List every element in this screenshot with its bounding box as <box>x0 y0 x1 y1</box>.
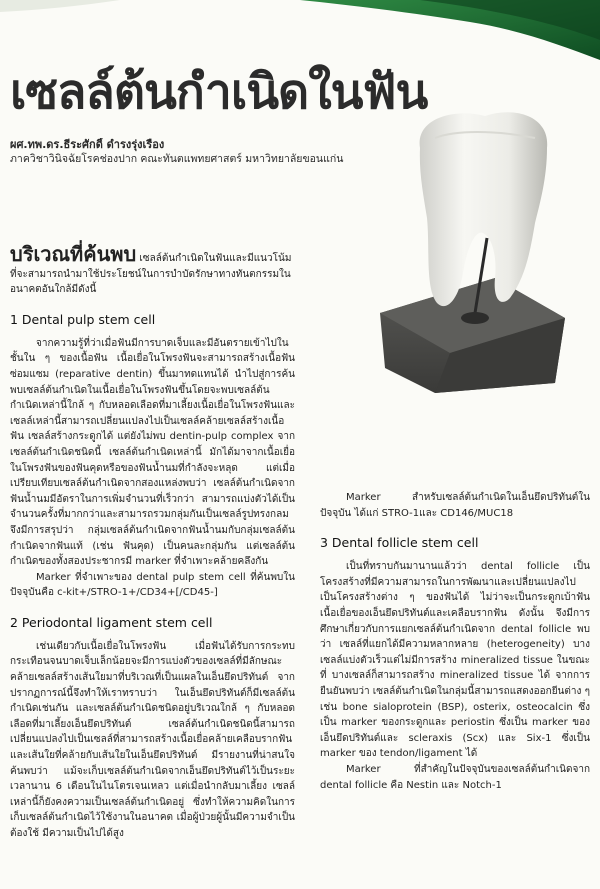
periodontal-paragraph-1: เช่นเดียวกับเนื้อเยื่อในโพรงฟัน เมื่อฟันได้รับการกระทบกระเทือนจนบาดเจ็บเล็กน้อยจะมีการแบ่งตัวของเซลล์ที่มีลักษณะคล้ายเซลล์สร้างเส้นใยมาที่บริเวณที่เป็นแผลในเอ็นยึดปริทันต์ จากปรากฏการณ์นี้จึงทำให้เราทราบว่า ในเอ็นยึดปริทันต์ก็มีเซลล์ต้นกำเนิดเช่นกัน และเซลล์ต้นกำเนิดชนิดอยู่บริเวณใกล้ ๆ กับหลอดเลือดที่มาเลี้ยงเอ็นยึดปริทันต์ เซลล์ต้นกำเนิดชนิดนี้สามารถเปลี่ยนแปลงไปเป็นเซลล์ที่สามารถสร้างเนื้อเยื่อคล้ายเคลือบรากฟันและเส้นใยที่คล้ายกับเส้นใยในเอ็นยึดปริทันต์ มีรายงานที่น่าสนใจค้นพบว่า แม้จะเก็บเซลล์ต้นกำเนิดจากเอ็นยึดปริทันต์ไว้เป็นระยะเวลานาน 6 เดือนในไนโตรเจนเหลว แต่เมื่อนำกลับมาเลี้ยง เซลล์เหล่านี้ก็ยังคงความเป็นเซลล์ต้นกำเนิดอยู่ ซึ่งทำให้ความคิดในการเก็บเซลล์ต้นกำเนิดไว้ใช้งานในอนาคต เมื่อผู้ป่วยผู้นั้นมีความจำเป็นต้องใช้ มีความเป็นไปได้สูง <box>10 640 295 839</box>
corner-leaf-decoration <box>0 0 600 60</box>
section-heading-dental-follicle: 3 Dental follicle stem cell <box>320 535 479 551</box>
section-heading-dental-pulp: 1 Dental pulp stem cell <box>10 311 156 327</box>
intro-text: เซลล์ต้นกำเนิดในฟันและมีแนวโน้มที่จะสามารถนำมาใช้ประโยชน์ในการบำบัดรักษาทางทันตกรรมในอนาคตอันใกล้มีดังนี้ <box>10 253 292 296</box>
dental-follicle-paragraph-2: Marker ที่สำคัญในปัจจุบันของเซลล์ต้นกำเนิดจาก dental follicle คือ Nestin และ Notch-1 <box>320 763 590 791</box>
author-affiliation: ภาควิชาวินิจฉัยโรคช่องปาก คณะทันตแพทยศาสตร์ มหาวิทยาลัยขอนแก่น <box>10 153 344 165</box>
periodontal-paragraph-2: Marker สำหรับเซลล์ต้นกำเนิดในเอ็นยึดปริทันต์ในปัจจุบัน ได้แก่ STRO-1และ CD146/MUC18 <box>320 492 590 519</box>
article-title: เซลล์ต้นกำเนิดในฟัน <box>10 64 428 120</box>
intro-paragraph <box>10 242 295 298</box>
right-column <box>320 490 590 793</box>
tooth-body <box>420 112 548 306</box>
left-column <box>10 242 295 842</box>
intro-heading: บริเวณที่ค้นพบ <box>10 242 137 266</box>
author-block <box>10 138 390 166</box>
dental-pulp-paragraph-2: Marker ที่จำเพาะของ dental pulp stem cell ที่ค้นพบในปัจจุบันคือ c-kit+/STRO-1+/CD34+[/CD45-] <box>10 571 295 599</box>
dental-follicle-paragraph-1: เป็นที่ทราบกันมานานแล้วว่า dental follicle เป็นโครงสร้างที่มีความสามารถในการพัฒนาและเปลี่ยนแปลงไปเป็นโครงสร้างต่าง ๆ ของฟันได้ ไม่ว่าจะเป็นกระดูกเบ้าฟัน เนื้อเยื่อของเอ็นยึดปริทันต์และเคลือบรากฟัน ดังนั้น จึงมีการศึกษาเกี่ยวกับการแยกเซลล์ต้นกำเนิดจาก dental follicle พบว่า เซลล์ที่แยกได้มีความหลากหลาย (heterogeneity) บางเซลล์แบ่งตัวเร็วแต่ไม่มีการสร้าง mineralized tissue ในขณะที่ บางเซลล์ก็สามารถสร้าง mineralized tissue ได้ จากการยืนยันพบว่า เซลล์ต้นกำเนิดในกลุ่มนี้สามารถแสดงออกยีนต่าง ๆ เช่น bone sialoprotein (BSP), osterix, osteocalcin ซึ่งเป็น marker ของกระดูกและ periostin ซึ่งเป็น marker ของเอ็นยึดปริทันต์และ scleraxis (Scx) และ Six-1 ซึ่งเป็น marker ของ tendon/ligament ได้ <box>320 561 590 760</box>
dental-pulp-paragraph-1: จากความรู้ที่ว่าเมื่อฟันมีการบาดเจ็บและมีอันตรายเข้าไปในชั้นใน ๆ ของเนื้อฟัน เนื้อเยื่อในโพรงฟันจะสามารถสร้างเนื้อฟันซ่อมแซม (reparative dentin) ขึ้นมาทดแทนได้ นำไปสู่การค้นพบเซลล์ต้นกำเนิดในเนื้อเยื่อในโพรงฟันขึ้นโดยจะพบเซลล์ต้นกำเนิดเหล่านี้ใกล้ ๆ กับหลอดเลือดที่มาเลี้ยงเนื้อเยื่อในโพรงฟันและเซลล์เหล่านี้สามารถเปลี่ยนแปลงไปเป็นเซลล์คล้ายเซลล์สร้างเนื้อฟัน เซลล์สร้างกระดูกได้ แต่ยังไม่พบ dentin-pulp complex จากเซลล์ต้นกำเนิดชนิดนี้ เซลล์ต้นกำเนิดเหล่านี้ มักได้มาจากเนื้อเยื่อในโพรงฟันของฟันคุดหรือของฟันน้ำนมที่กำลังจะหลุด แต่เมื่อเปรียบเทียบเซลล์ต้นกำเนิดจากสองแหล่งพบว่า เซลล์ต้นกำเนิดจากฟันน้ำนมมีอัตราในการเพิ่มจำนวนที่เร็วกว่า สามารถแบ่งตัวได้เป็นจำนวนครั้งที่มากกว่าและสามารถรวมกลุ่มกันเป็นเซลล์รูปทรงกลม จึงมีการสรุปว่า กลุ่มเซลล์ต้นกำเนิดจากฟันน้ำนมกับกลุ่มเซลล์ต้นกำเนิดจากฟันแท้ (เช่น ฟันคุด) เป็นคนละกลุ่มกัน แต่เซลล์ต้นกำเนิดของทั้งสองประชากรมี marker ที่จำเพาะคล้ายคลึงกัน <box>10 337 295 568</box>
section-heading-periodontal: 2 Periodontal ligament stem cell <box>10 614 213 630</box>
tooth-model-illustration <box>375 108 570 398</box>
author-name: ผศ.ทพ.ดร.ธีระศักดิ์ ดำรงรุ่งเรือง <box>10 138 165 151</box>
